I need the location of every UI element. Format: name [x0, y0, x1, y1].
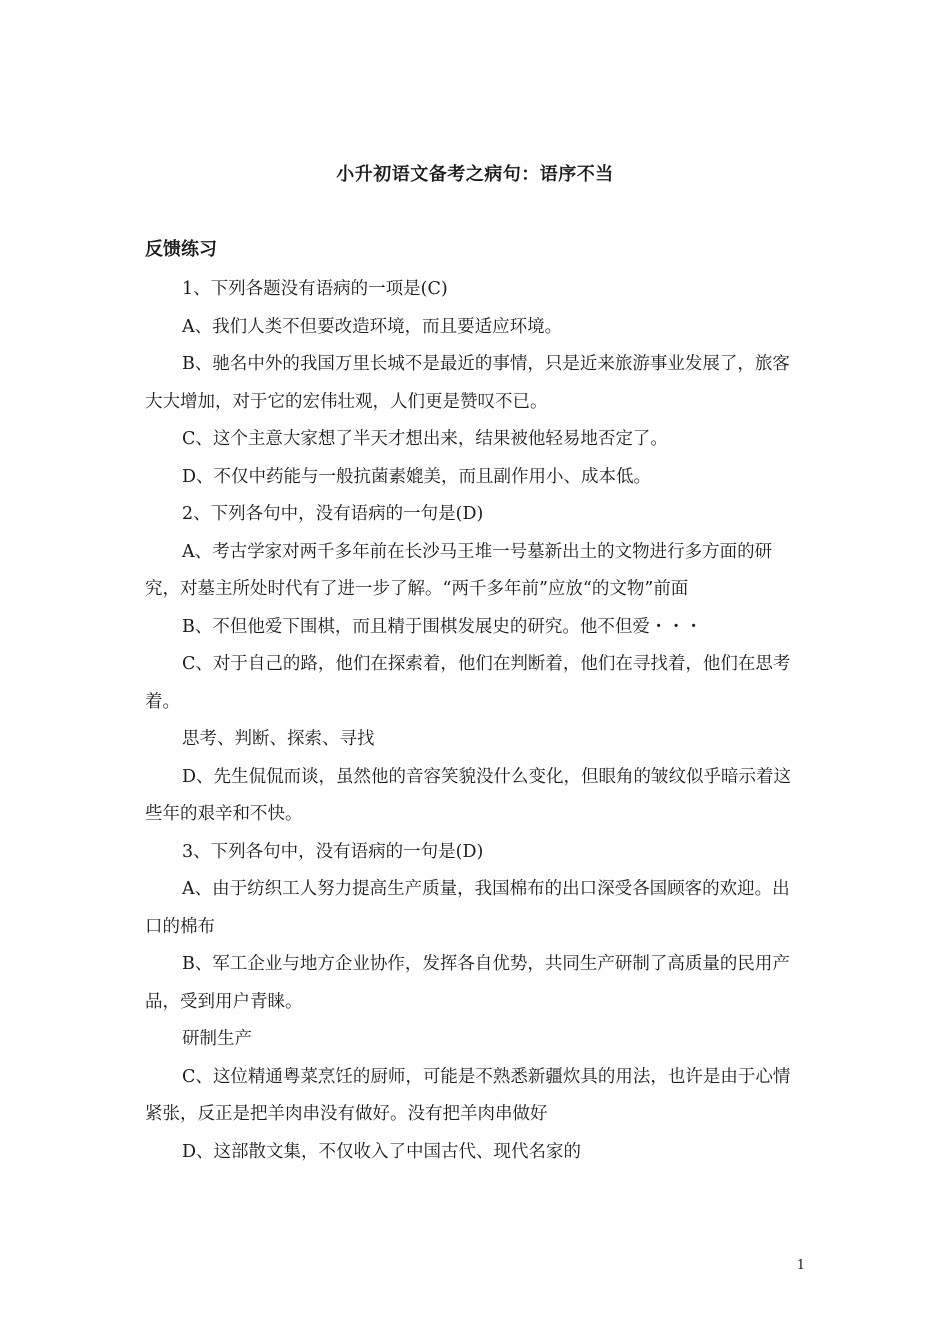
paragraph: 思考、判断、探索、寻找: [182, 729, 375, 749]
paragraph: C、这位精通粤菜烹饪的厨师，可能是不熟悉新疆炊具的用法，也许是由于心情紧张，反正是把羊肉串没有做好。没有把羊肉串做好: [145, 1066, 791, 1124]
section-heading: 反馈练习: [145, 239, 217, 260]
document-title: 小升初语文备考之病句：语序不当: [336, 164, 614, 185]
page-number: 1: [796, 1258, 805, 1273]
paragraph: C、对于自己的路，他们在探索着，他们在判断着，他们在寻找着，他们在思考着。: [145, 654, 791, 712]
paragraph: 1、下列各题没有语病的一项是(C): [182, 279, 448, 299]
paragraph: A、考古学家对两千多年前在长沙马王堆一号墓新出土的文物进行多方面的研究，对墓主所处时代有了进一步了解。“两千多年前”应放“的文物”前面: [145, 541, 773, 599]
paragraph: 2、下列各句中，没有语病的一句是(D): [182, 504, 484, 524]
paragraph: D、这部散文集，不仅收入了中国古代、现代名家的: [182, 1141, 582, 1162]
paragraph: B、不但他爱下围棋，而且精于围棋发展史的研究。他不但爱・・・: [182, 616, 703, 637]
paragraph: A、我们人类不但要改造环境，而且要适应环境。: [182, 316, 563, 337]
paragraph: B、驰名中外的我国万里长城不是最近的事情，只是近来旅游事业发展了，旅客大大增加，对于它的宏伟壮观，人们更是赞叹不已。: [145, 354, 790, 412]
paragraph: D、不仅中药能与一般抗菌素媲美，而且副作用小、成本低。: [182, 466, 652, 487]
paragraph: B、军工企业与地方企业协作，发挥各自优势，共同生产研制了高质量的民用产品，受到用户青睐。: [145, 954, 790, 1012]
paragraph: 研制生产: [182, 1029, 252, 1049]
paragraph: D、先生侃侃而谈，虽然他的音容笑貌没什么变化，但眼角的皱纹似乎暗示着这些年的艰辛和不快。: [145, 766, 792, 824]
paragraph: 3、下列各句中，没有语病的一句是(D): [182, 841, 484, 862]
paragraph: C、这个主意大家想了半天才想出来，结果被他轻易地否定了。: [182, 429, 668, 449]
document-body: [145, 271, 805, 1171]
paragraph: A、由于纺织工人努力提高生产质量，我国棉布的出口深受各国顾客的欢迎。出口的棉布: [145, 879, 790, 937]
